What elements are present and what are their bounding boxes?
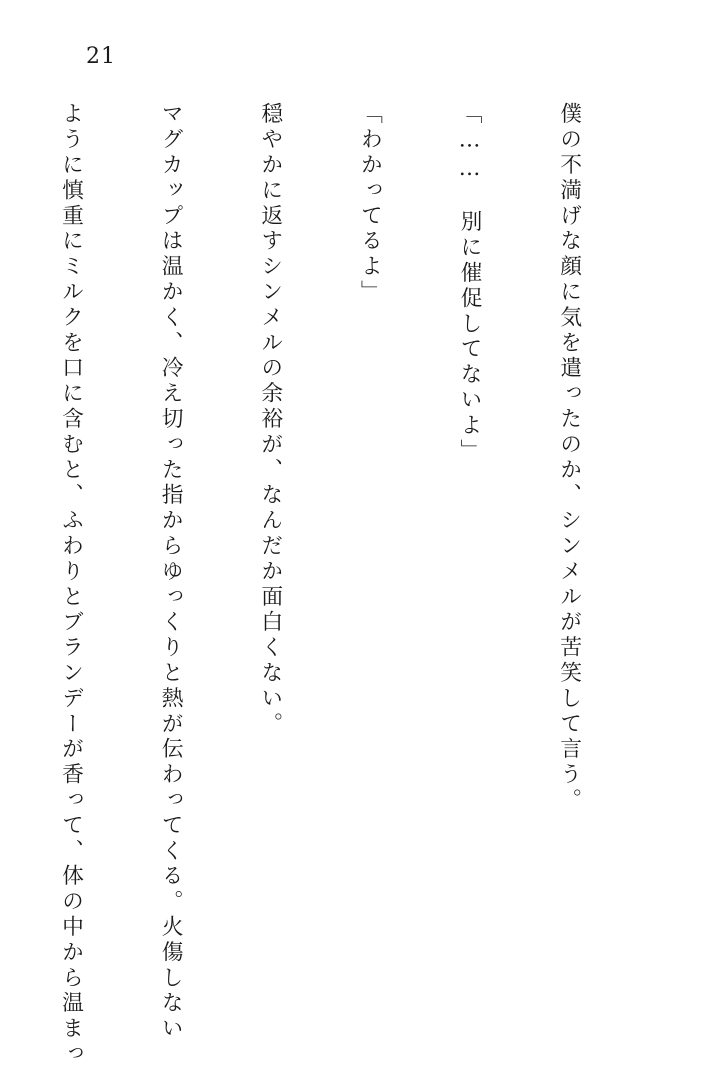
novel-text-body [52, 102, 652, 1067]
page-number: 21 [86, 44, 116, 69]
text-line: 穏やかに返すシンメルの余裕が、なんだか面白くない。 [257, 102, 283, 737]
text-line: 「わかってるよ」 [357, 102, 383, 306]
text-line: ように慎重にミルクを口に含むと、ふわりとブランデーが香って、体の中から温まっ [58, 102, 84, 1067]
text-line: マグカップは温かく、冷え切った指からゆっくりと熱が伝わってくる。火傷しない [158, 102, 184, 1042]
text-line: 「…… 別に催促してないよ」 [456, 102, 482, 464]
text-line: 僕の不満げな顔に気を遣ったのか、シンメルが苦笑して言う。 [556, 102, 582, 814]
